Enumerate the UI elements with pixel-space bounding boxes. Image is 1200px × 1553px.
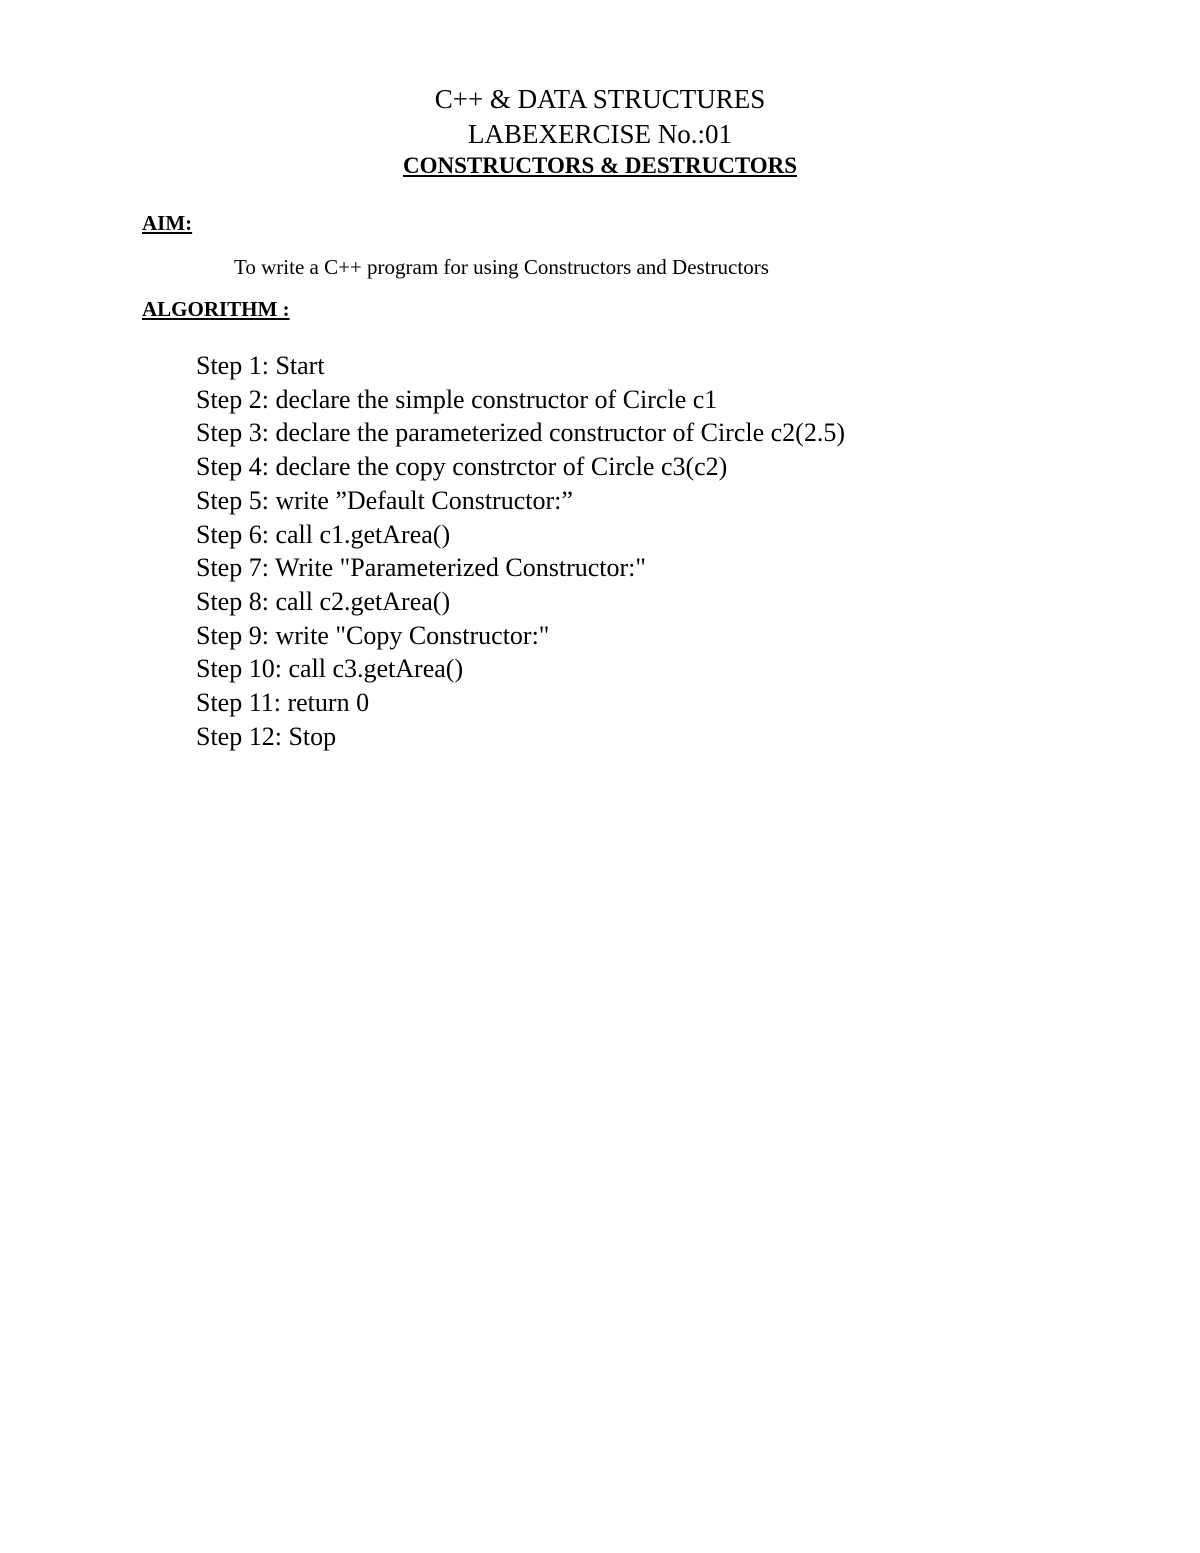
algorithm-step: Step 9: write "Copy Constructor:" xyxy=(196,620,550,650)
algorithm-step: Step 4: declare the copy constrctor of Circle c3(c2) xyxy=(196,452,728,482)
aim-heading: AIM: xyxy=(142,211,193,235)
course-title: C++ & DATA STRUCTURES xyxy=(434,84,766,114)
exercise-number: LABEXERCISE No.:01 xyxy=(467,119,732,149)
algorithm-step: Step 3: declare the parameterized constructor of Circle c2(2.5) xyxy=(196,418,845,448)
algorithm-step: Step 8: call c2.getArea() xyxy=(196,586,451,616)
algorithm-steps-list xyxy=(196,349,845,753)
exercise-topic: CONSTRUCTORS & DESTRUCTORS xyxy=(402,153,798,178)
algorithm-step: Step 10: call c3.getArea() xyxy=(196,654,464,684)
algorithm-step: Step 12: Stop xyxy=(196,721,337,751)
algorithm-step: Step 6: call c1.getArea() xyxy=(196,519,451,549)
algorithm-step: Step 11: return 0 xyxy=(196,688,370,718)
aim-text: To write a C++ program for using Constructors and Destructors xyxy=(234,255,769,279)
algorithm-heading: ALGORITHM : xyxy=(142,297,290,321)
algorithm-step: Step 7: Write "Parameterized Constructor:" xyxy=(196,553,647,583)
algorithm-step: Step 2: declare the simple constructor of Circle c1 xyxy=(196,384,718,414)
algorithm-step: Step 5: write ”Default Constructor:” xyxy=(196,485,573,515)
algorithm-step: Step 1: Start xyxy=(196,351,325,380)
